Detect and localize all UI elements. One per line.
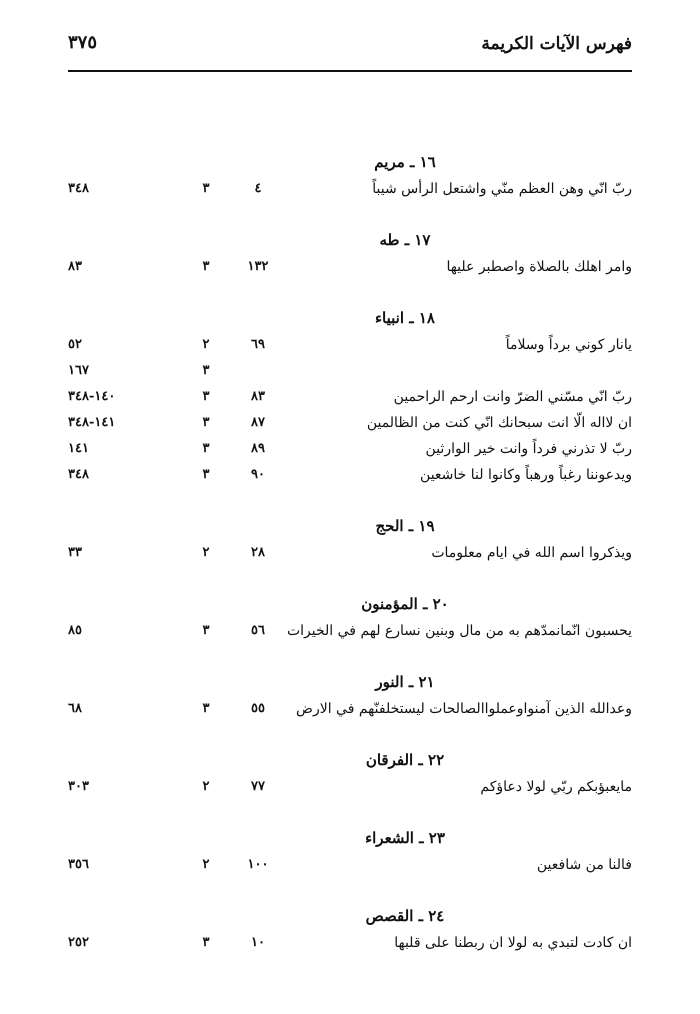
page-reference: ٣٣ — [68, 545, 82, 560]
surah-title: ٢٤ ـ القصص — [365, 907, 445, 925]
volume-number: ٣ — [202, 623, 210, 638]
page-reference: ٥٢ — [68, 337, 82, 352]
verse-row — [68, 436, 632, 462]
volume-number: ٣ — [202, 441, 210, 456]
verse-row — [68, 332, 632, 358]
volume-number: ٣ — [202, 701, 210, 716]
index-title: فهرس الآيات الكريمة — [481, 34, 632, 54]
surah-section — [68, 670, 632, 722]
verse-row — [68, 410, 632, 436]
ayah-number: ١٠ — [251, 935, 265, 950]
volume-number: ٢ — [202, 857, 210, 872]
page-reference: ٣٥٦ — [68, 857, 89, 872]
surah-section — [68, 826, 632, 878]
page-reference: ١٦٧ — [68, 363, 89, 378]
volume-number: ٣ — [202, 467, 210, 482]
surah-title: ٢٠ ـ المؤمنون — [361, 595, 449, 613]
verse-row — [68, 254, 632, 280]
page-reference: ٢٥٢ — [68, 935, 89, 950]
verse-text: وعدالله الذين آمنواوعملواالصالحات ليستخلفنّهم في الارض — [296, 701, 632, 717]
surah-title: ١٩ ـ الحج — [375, 517, 435, 535]
surah-title: ٢٣ ـ الشعراء — [365, 829, 445, 847]
verse-text: يانار كوني برداً وسلاماً — [505, 337, 632, 353]
ayah-number: ٨٩ — [251, 441, 265, 456]
volume-number: ٣ — [202, 935, 210, 950]
ayah-number: ٧٧ — [251, 779, 265, 794]
verse-text: وامر اهلك بالصلاة واصطبر عليها — [446, 259, 632, 275]
verse-row — [68, 358, 632, 384]
page-reference: ١٤٠-٣٤٨ — [68, 389, 116, 404]
surah-section — [68, 748, 632, 800]
surah-title: ١٦ ـ مريم — [374, 153, 436, 171]
page-reference: ٦٨ — [68, 701, 82, 716]
verse-row — [68, 176, 632, 202]
page-reference: ٨٥ — [68, 623, 82, 638]
page-reference: ٣٠٣ — [68, 779, 89, 794]
page-number: ٣٧٥ — [68, 32, 98, 53]
page-reference: ١٤١-٣٤٨ — [68, 415, 116, 430]
volume-number: ٢ — [202, 545, 210, 560]
verse-row — [68, 618, 632, 644]
verse-text: ويذكروا اسم الله في ايام معلومات — [431, 545, 632, 561]
volume-number: ٣ — [202, 415, 210, 430]
ayah-number: ٦٩ — [251, 337, 265, 352]
surah-section — [68, 150, 632, 202]
ayah-number: ٤ — [254, 181, 262, 196]
surah-section — [68, 904, 632, 956]
verse-text: مايعبؤبكم ربّي لولا دعاؤكم — [480, 779, 632, 795]
page-reference: ٨٣ — [68, 259, 82, 274]
verse-text: ويدعوننا رغباً ورهباً وكانوا لنا خاشعين — [420, 467, 632, 483]
page-header — [68, 30, 632, 72]
volume-number: ٢ — [202, 337, 210, 352]
verse-row — [68, 540, 632, 566]
volume-number: ٣ — [202, 181, 210, 196]
surah-section — [68, 306, 632, 488]
volume-number: ٣ — [202, 389, 210, 404]
verse-row — [68, 462, 632, 488]
volume-number: ٢ — [202, 779, 210, 794]
surah-section — [68, 592, 632, 644]
verse-text: فالنا من شافعين — [536, 857, 632, 873]
ayah-number: ٩٠ — [251, 467, 265, 482]
ayah-number: ٢٨ — [251, 545, 265, 560]
ayah-number: ٥٥ — [251, 701, 265, 716]
page-reference: ١٤١ — [68, 441, 89, 456]
surah-section — [68, 228, 632, 280]
volume-number: ٣ — [202, 363, 210, 378]
ayah-number: ٨٣ — [251, 389, 265, 404]
ayah-number: ٥٦ — [251, 623, 265, 638]
verse-row — [68, 384, 632, 410]
verse-row — [68, 774, 632, 800]
ayah-number: ١٠٠ — [247, 857, 269, 872]
verse-text: ربّ انّي مسّني الضرّ وانت ارحم الراحمين — [393, 389, 632, 405]
verse-text: ان كادت لتبدي به لولا ان ربطنا على قلبها — [394, 935, 632, 951]
ayah-number: ١٣٢ — [247, 259, 269, 274]
verse-row — [68, 930, 632, 956]
surah-title: ١٨ ـ انبياء — [375, 309, 435, 327]
surah-title: ٢٢ ـ الفرقان — [365, 751, 445, 769]
surah-title: ١٧ ـ طه — [379, 231, 431, 249]
surah-title: ٢١ ـ النور — [375, 673, 435, 691]
verse-row — [68, 696, 632, 722]
volume-number: ٣ — [202, 259, 210, 274]
verse-text: ربّ لا تذرني فرداً وانت خير الوارثين — [425, 441, 632, 457]
page-reference: ٣٤٨ — [68, 467, 89, 482]
surah-section — [68, 514, 632, 566]
verse-index — [68, 150, 632, 982]
verse-text: ان لااله الّا انت سبحانك انّي كنت من الظالمين — [366, 415, 632, 431]
page-reference: ٣٤٨ — [68, 181, 89, 196]
verse-text: ربّ انّي وهن العظم منّي واشتعل الرأس شيباً — [372, 181, 632, 197]
verse-text: يحسبون انّمانمدّهم به من مال وبنين نسارع لهم في الخيرات — [286, 623, 632, 639]
verse-row — [68, 852, 632, 878]
ayah-number: ٨٧ — [251, 415, 265, 430]
